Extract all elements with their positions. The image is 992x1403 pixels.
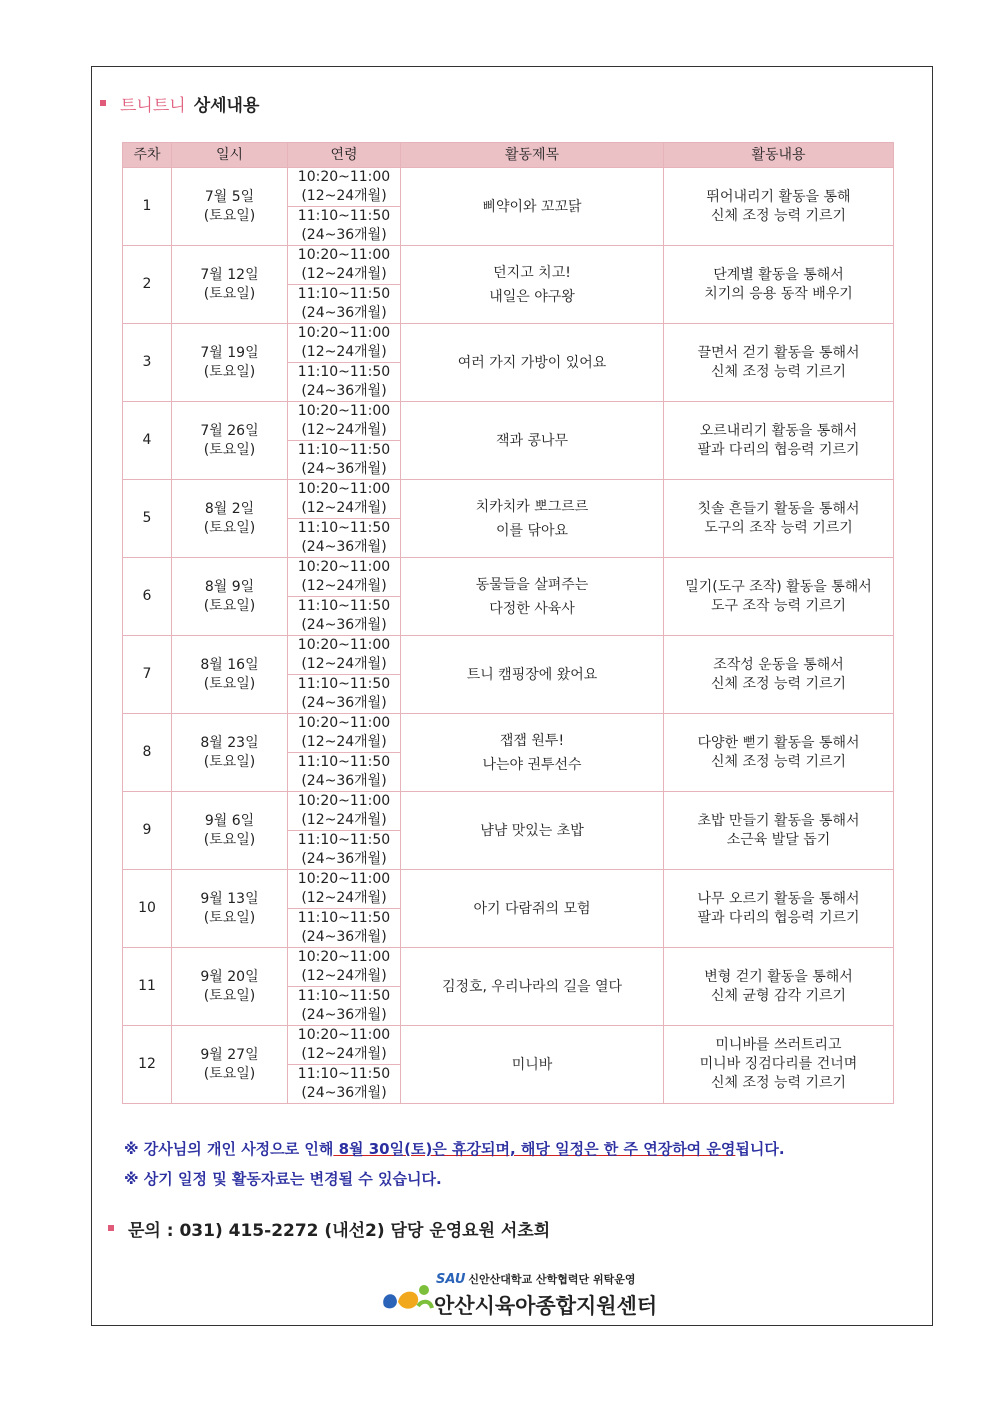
date-cell: 7월 5일 (토요일) — [172, 168, 288, 246]
age-cell-slot-1: 10:20~11:00 (12~24개월) — [288, 246, 401, 285]
activity-title-cell: 삐약이와 꼬꼬닭 — [401, 168, 664, 246]
age-cell-slot-2: 11:10~11:50 (24~36개월) — [288, 519, 401, 558]
date-cell: 7월 19일 (토요일) — [172, 324, 288, 402]
age-cell-slot-1: 10:20~11:00 (12~24개월) — [288, 324, 401, 363]
activity-title-cell: 트니 캠핑장에 왔어요 — [401, 636, 664, 714]
activity-content-cell: 초밥 만들기 활동을 통해서 소근육 발달 돕기 — [664, 792, 894, 870]
age-cell-slot-1: 10:20~11:00 (12~24개월) — [288, 558, 401, 597]
week-cell: 5 — [123, 480, 172, 558]
notes — [124, 1134, 785, 1194]
week-cell: 3 — [123, 324, 172, 402]
age-cell-slot-1: 10:20~11:00 (12~24개월) — [288, 402, 401, 441]
date-cell: 7월 26일 (토요일) — [172, 402, 288, 480]
week-cell: 4 — [123, 402, 172, 480]
header-title: 활동제목 — [401, 143, 664, 168]
age-cell-slot-1: 10:20~11:00 (12~24개월) — [288, 168, 401, 207]
age-cell-slot-1: 10:20~11:00 (12~24개월) — [288, 1026, 401, 1065]
age-cell-slot-2: 11:10~11:50 (24~36개월) — [288, 285, 401, 324]
contact-info — [108, 1214, 550, 1242]
contact-text: 문의 : 031) 415-2272 (내선2) 담당 운영요원 서초희 — [128, 1220, 551, 1241]
week-cell: 6 — [123, 558, 172, 636]
header-date: 일시 — [172, 143, 288, 168]
logo-subtitle-text: 신안산대학교 산학협력단 위탁운영 — [468, 1273, 636, 1286]
table-row — [123, 246, 894, 285]
center-logo-icon — [378, 1280, 434, 1316]
header-week: 주차 — [123, 143, 172, 168]
activity-content-cell: 칫솔 흔들기 활동을 통해서 도구의 조작 능력 기르기 — [664, 480, 894, 558]
activity-title-cell: 던지고 치고! 내일은 야구왕 — [401, 246, 664, 324]
heading-title: 상세내용 — [193, 95, 260, 116]
date-cell: 7월 12일 (토요일) — [172, 246, 288, 324]
age-cell-slot-1: 10:20~11:00 (12~24개월) — [288, 948, 401, 987]
activity-content-cell: 변형 걷기 활동을 통해서 신체 균형 감각 기르기 — [664, 948, 894, 1026]
week-cell: 7 — [123, 636, 172, 714]
table-row — [123, 948, 894, 987]
week-cell: 10 — [123, 870, 172, 948]
note-line-1-a: ※ 강사님의 개인 사정으로 인해 — [124, 1140, 334, 1158]
table-row — [123, 1026, 894, 1065]
note-line-1 — [124, 1134, 785, 1164]
activity-title-cell: 아기 다람쥐의 모험 — [401, 870, 664, 948]
activity-title-cell: 냠냠 맛있는 초밥 — [401, 792, 664, 870]
pink-square-bullet-icon — [108, 1225, 114, 1231]
date-cell: 8월 16일 (토요일) — [172, 636, 288, 714]
age-cell-slot-1: 10:20~11:00 (12~24개월) — [288, 714, 401, 753]
table-row — [123, 168, 894, 207]
activity-title-cell: 김정호, 우리나라의 길을 열다 — [401, 948, 664, 1026]
week-cell: 1 — [123, 168, 172, 246]
activity-content-cell: 뛰어내리기 활동을 통해 신체 조정 능력 기르기 — [664, 168, 894, 246]
center-logo — [378, 1270, 658, 1320]
week-cell: 8 — [123, 714, 172, 792]
age-cell-slot-2: 11:10~11:50 (24~36개월) — [288, 675, 401, 714]
age-cell-slot-2: 11:10~11:50 (24~36개월) — [288, 909, 401, 948]
table-row — [123, 324, 894, 363]
activity-content-cell: 단계별 활동을 통해서 치기의 응용 동작 배우기 — [664, 246, 894, 324]
age-cell-slot-2: 11:10~11:50 (24~36개월) — [288, 1065, 401, 1104]
age-cell-slot-1: 10:20~11:00 (12~24개월) — [288, 870, 401, 909]
table-row — [123, 792, 894, 831]
activity-content-cell: 미니바를 쓰러트리고 미니바 징검다리를 건너며 신체 조정 능력 기르기 — [664, 1026, 894, 1104]
age-cell-slot-2: 11:10~11:50 (24~36개월) — [288, 987, 401, 1026]
activity-title-cell: 여러 가지 가방이 있어요 — [401, 324, 664, 402]
age-cell-slot-1: 10:20~11:00 (12~24개월) — [288, 636, 401, 675]
activity-content-cell: 밀기(도구 조작) 활동을 통해서 도구 조작 능력 기르기 — [664, 558, 894, 636]
table-row — [123, 870, 894, 909]
table-row — [123, 558, 894, 597]
activity-title-cell: 치카치카 뽀그르르 이를 닦아요 — [401, 480, 664, 558]
activity-title-cell: 잽잽 원투! 나는야 권투선수 — [401, 714, 664, 792]
activity-title-cell: 잭과 콩나무 — [401, 402, 664, 480]
age-cell-slot-1: 10:20~11:00 (12~24개월) — [288, 792, 401, 831]
date-cell: 8월 2일 (토요일) — [172, 480, 288, 558]
activity-content-cell: 조작성 운동을 통해서 신체 조정 능력 기르기 — [664, 636, 894, 714]
table-row — [123, 636, 894, 675]
date-cell: 9월 20일 (토요일) — [172, 948, 288, 1026]
activity-content-cell: 끌면서 걷기 활동을 통해서 신체 조정 능력 기르기 — [664, 324, 894, 402]
age-cell-slot-2: 11:10~11:50 (24~36개월) — [288, 207, 401, 246]
logo-subtitle — [436, 1271, 635, 1287]
age-cell-slot-1: 10:20~11:00 (12~24개월) — [288, 480, 401, 519]
week-cell: 12 — [123, 1026, 172, 1104]
header-content: 활동내용 — [664, 143, 894, 168]
activity-title-cell: 동물들을 살펴주는 다정한 사육사 — [401, 558, 664, 636]
activity-title-cell: 미니바 — [401, 1026, 664, 1104]
age-cell-slot-2: 11:10~11:50 (24~36개월) — [288, 597, 401, 636]
pink-square-bullet-icon — [100, 100, 106, 106]
date-cell: 9월 6일 (토요일) — [172, 792, 288, 870]
activity-content-cell: 나무 오르기 활동을 통해서 팔과 다리의 협응력 기르기 — [664, 870, 894, 948]
note-line-2: ※ 상기 일정 및 활동자료는 변경될 수 있습니다. — [124, 1170, 442, 1188]
section-heading — [100, 88, 259, 118]
week-cell: 11 — [123, 948, 172, 1026]
heading-prefix: 트니트니 — [120, 95, 186, 116]
age-cell-slot-2: 11:10~11:50 (24~36개월) — [288, 831, 401, 870]
date-cell: 8월 23일 (토요일) — [172, 714, 288, 792]
header-age: 연령 — [288, 143, 401, 168]
activity-content-cell: 다양한 뻗기 활동을 통해서 신체 조정 능력 기르기 — [664, 714, 894, 792]
age-cell-slot-2: 11:10~11:50 (24~36개월) — [288, 753, 401, 792]
table-row — [123, 480, 894, 519]
note-line-1-underlined: 8월 30일(토)은 휴강되며, 해당 일정은 한 주 연장하여 운영 — [333, 1140, 736, 1158]
logo-main-text: 안산시육아종합지원센터 — [434, 1294, 658, 1318]
table-row — [123, 402, 894, 441]
age-cell-slot-2: 11:10~11:50 (24~36개월) — [288, 363, 401, 402]
date-cell: 9월 27일 (토요일) — [172, 1026, 288, 1104]
note-line-1-c: 됩니다. — [735, 1140, 785, 1158]
date-cell: 9월 13일 (토요일) — [172, 870, 288, 948]
schedule-table — [122, 142, 894, 1104]
week-cell: 9 — [123, 792, 172, 870]
table-row — [123, 714, 894, 753]
table-header-row — [123, 143, 894, 168]
sau-brand: SAU — [436, 1272, 466, 1287]
activity-content-cell: 오르내리기 활동을 통해서 팔과 다리의 협응력 기르기 — [664, 402, 894, 480]
week-cell: 2 — [123, 246, 172, 324]
date-cell: 8월 9일 (토요일) — [172, 558, 288, 636]
age-cell-slot-2: 11:10~11:50 (24~36개월) — [288, 441, 401, 480]
